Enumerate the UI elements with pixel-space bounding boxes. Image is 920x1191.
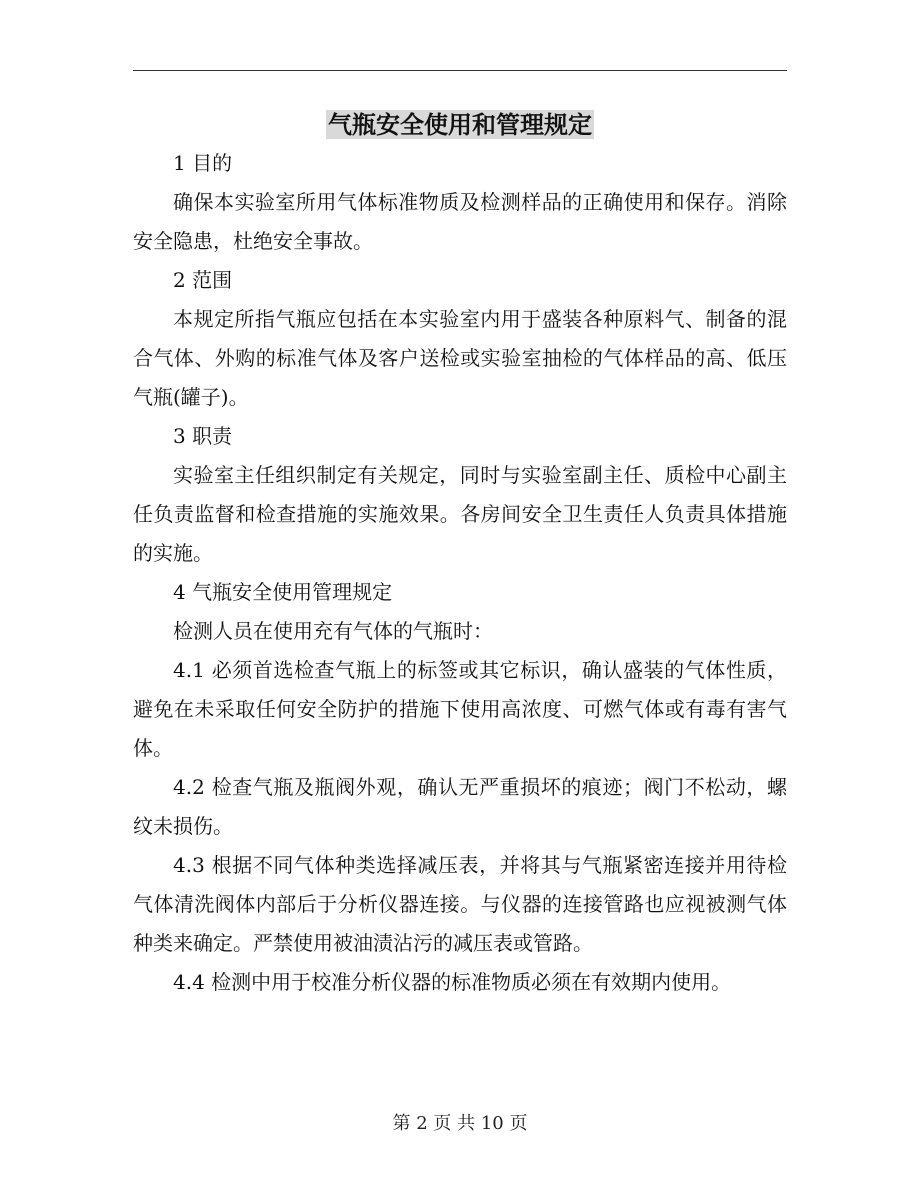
paragraph-scope: 本规定所指气瓶应包括在本实验室内用于盛装各种原料气、制备的混合气体、外购的标准气体及客户送检或实验室抽检的气体样品的高、低压气瓶(罐子)。 — [133, 307, 787, 409]
document-title-text: 气瓶安全使用和管理规定 — [328, 110, 592, 139]
page-number: 第 2 页 共 10 页 — [392, 1113, 528, 1134]
paragraph-purpose: 确保本实验室所用气体标准物质及检测样品的正确使用和保存。消除安全隐患，杜绝安全事故。 — [133, 190, 787, 253]
section-heading-scope: 2 范围 — [173, 268, 233, 292]
paragraph-rule-4-2: 4.2 检查气瓶及瓶阀外观，确认无严重损坏的痕迹；阀门不松动，螺纹未损伤。 — [133, 775, 787, 838]
document-title — [0, 106, 920, 144]
section-heading-rules: 4 气瓶安全使用管理规定 — [173, 580, 393, 604]
paragraph-rule-4-1: 4.1 必须首选检查气瓶上的标签或其它标识，确认盛装的气体性质，避免在未采取任何安全防护的措施下使用高浓度、可燃气体或有毒有害气体。 — [133, 658, 787, 760]
paragraph-responsibility: 实验室主任组织制定有关规定，同时与实验室副主任、质检中心副主任负责监督和检查措施的实施效果。各房间安全卫生责任人负责具体措施的实施。 — [133, 463, 787, 565]
paragraph-rule-4-4: 4.4 检测中用于校准分析仪器的标准物质必须在有效期内使用。 — [173, 970, 732, 994]
paragraph-rules-intro: 检测人员在使用充有气体的气瓶时： — [173, 619, 493, 643]
section-heading-responsibility: 3 职责 — [173, 424, 233, 448]
section-heading-purpose: 1 目的 — [173, 151, 233, 175]
header-rule — [133, 70, 787, 71]
paragraph-rule-4-3: 4.3 根据不同气体种类选择减压表，并将其与气瓶紧密连接并用待检气体清洗阀体内部后于分析仪器连接。与仪器的连接管路也应视被测气体种类来确定。严禁使用被油渍沾污的减压表或管路。 — [133, 853, 787, 955]
document-body — [133, 144, 787, 1002]
